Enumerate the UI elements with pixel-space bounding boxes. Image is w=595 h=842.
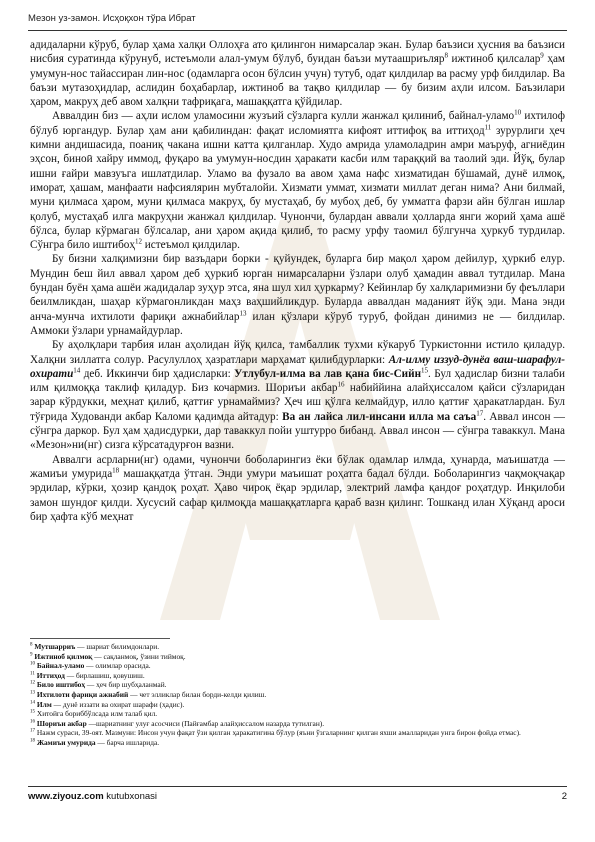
footnote: $^{14}$ Илм — дунё иззати ва охират шарафи (ҳадис). xyxy=(30,699,185,709)
footer-label: kutubxonasi xyxy=(103,791,158,802)
header-rule xyxy=(28,30,567,31)
footnote: $^{10}$ Байнал-уламо — олимлар орасида. xyxy=(30,661,151,671)
footnote: $^{16}$ Шориъи акбар —шариатнинг улуғ асосчиси (Пайғамбар алайҳиссалом назарда тутилган). xyxy=(30,718,325,728)
page-footer xyxy=(28,791,567,802)
paragraph-4: Бу аҳолқлари тарбия илан аҳолидан йўқ қилса, тамбаллик тухми кўкаруб Туркистонни истило қиладур. Халқни зиллатга солур. Расулуллоҳ ҳазратлари марҳамат қилибдурларки: Ал-илму иззуд-дунёа ваш-шарафул-охирати$^{14}$ деб. Иккинчи бир ҳадисларки: Утлубул-илма ва лав қана бис-Сийн$^{15}$. Бул ҳадислар бизни талаби илм қилмоққа таклиф қиладур. Биз кочармиз. Шориъи акбар$^{16}$ набиййина алайҳиссалом қайси сўзларидан зарар кўрдукки, меҳнат қилиб, қаттиғ урнамаймиз? Ҳеч иш қўлга келмайдур, илло қаттиғ ҳаракатлардан. Бул тўғрида Худованди акбар Каломи қадимда айтадур: Ва ан лайса лил-инсани илла ма саъа$^{17}$. Аввал инсон — сўнгра даркор. Бул ҳам ҳадисдурки, дар таваккул пойи уштурро бибанд. Аввал инсон — сўнгра таваккул. Мана «Мезон»ни(нг) сизга кўрсатадурғон вазни. xyxy=(30,339,566,452)
footnote: $^9$ Ижтиноб қилмоқ — сақланмоқ, ўзини тиймоқ. xyxy=(30,651,186,661)
footnote: $^{13}$ Ихтилоти фариқи ажнабий — чет элликлар билан борди-келди қилиш. xyxy=(30,689,267,699)
paragraph-2: Аввалдин биз — аҳли ислом уламосини жузъий сўзларга кулли жанжал қилиниб, байнал-уламо$^{10}$ ихтилоф бўлуб юргандур. Булар ҳам ани қабилиндан: фақат исломиятга кифоят иттифоқ ва иттиҳод$^{11}$ зурурлиги ҳеч кимни андишасида, поаниқ чакана ишни катта қилганлар. Худо амрида уламоладрин амри маъруф, агниёдин эҳсон, биноӣ хайру иммод, фуқаро ва умумун-носдин ҳаракати касби илм тараққий ва таолий эди. Йўқ, булар ишни ғайри мавзуъга ишлатдилар. Уламо ва фузало ва авом ҳама нафс хизматидан бўшамай, дунё илмоқ, иморат, ҳашам, манфаати нафсиялярин мубталойи. Хизмати уммат, хизмати миллат деган нима? Ани билмай, муни қилмаса ҳаром, муни қилмаса макруҳ, бу мустаҳаб, бу мубоҳ деб, бу умматга фарзи айн бўлган ишлар қолуб, мустаҳаб илга макруҳни жанжал қилдилар. Чунончи, булардан аввали ҳолларда янги жорий ҳама ашё бўлса, булар кўрмаган бўлсалар, ани ҳаром ақида қилиб, то расму урфу таомил бўлгунча ҳуркуб турдилар. Сўнгра било иштибоҳ$^{12}$ истеъмол қилдилар. xyxy=(30,108,566,252)
footnote: $^{18}$ Жамиъи умурида — барча ишларида. xyxy=(30,737,160,747)
footer-rule xyxy=(28,786,567,787)
paragraph-3: Бу бизни халқимизни бир вазъдари борки - қуйундек, буларга бир мақол ҳаром дейилур, ҳуркиб елур. Мундин беш йил аввал ҳаром деб ҳуркиб юрган нимарсаларни ўзлари олуб ҳамадин аввал тутдилар. Мана бундан буён ҳама ашёи жадидалар зуҳур этса, яна шул хил ҳуркарму? Кейинлар бу халқларимизни бу феъллари беилмликдан, шаҳар кўрмагонликдан маҳз ваҳшийликдур. Буларда аввалдан маданият йўқ эди. Мана энди анча-мунча ихтилоти фариқи ажнабийлар$^{13}$ илан қўзлари кўруб туруб, фойдан динимиз не — билдилар. Аммоки ўзлари урнамайдурлар. xyxy=(30,253,565,337)
footnote: $^{17}$ Нажм сураси, 39-оят. Мазмуни: Инсон учун фақат ўзи қилган ҳаракатигина бўлур (яъни ўзгаларнинг қилган яхши амалларидан унга бирон фойда етмас). xyxy=(30,728,521,738)
header-title: Мезон уз-замон. Исҳоқхон тўра Ибрат xyxy=(28,13,196,24)
main-text xyxy=(30,38,565,524)
paragraph-5: Аввалги асрларни(нг) одами, чунончи боболарингиз ёки бўлак одамлар илмда, ҳунарда, маъишатда — жамиъи умурида$^{18}$ машаққатда ўтган. Энди умури маъишат роҳатга бадал бўлди. Боболарингиз чақмоқчақар эрдилар, кўрки, ҳозир қандоқ роҳат. Ҳаво чироқ ёқар эрдилар, электрий ламфа қандоғ роҳатдур. Инқилоби замон шундоғ қилди. Хусусий сафар қилмоқда машаққатларга қараб вазн қилинг. Тошканд илан Хўқанд ароси бир ҳафта кўб меҳнат xyxy=(30,453,565,523)
footnote-rule xyxy=(30,638,170,639)
page-number: 2 xyxy=(561,791,567,802)
footnote: $^{12}$ Било иштибоҳ — ҳеч бир шубҳаланмай. xyxy=(30,680,167,690)
footnote: $^{11}$ Иттиҳод — бирлашиш, қовушиш. xyxy=(30,670,145,680)
footer-site-link[interactable]: www.ziyouz.com xyxy=(28,791,104,802)
footnote: $^{15}$ Хитойга бориббўлсада илм талаб қил. xyxy=(30,709,158,719)
footnote: $^8$ Мутшарриъ — шариат билимдонлари. xyxy=(30,642,160,651)
footnotes xyxy=(30,642,565,748)
paragraph-1: адидаларни кўруб, булар ҳама халқи Оллоҳға ато қилингон нимарсалар экан. Булар баъзиси ҳусния ва баъзиси нисбия суратинда кўрунуб, истеъмоли алал-умум бўлуб, буидан баъзи мутаашриъляр$^8$ ижтиноб қилсалар$^9$ ҳам умумун-нос тайассиран лин-нос (одамларга осон бўлсин учун) тутуб, одат қилдилар ва расму урф билдилар. Ва баъзи мутазоҳидлар, аслидин боҳабарлар, ижтиноб ва тақво қилдилар — бу бизим аҳли илсом. Баъзилари ҳаром, макруҳ деб авом халқни тафриқага, машаққатга қўйдилар. xyxy=(30,39,566,109)
page-header xyxy=(28,13,567,24)
